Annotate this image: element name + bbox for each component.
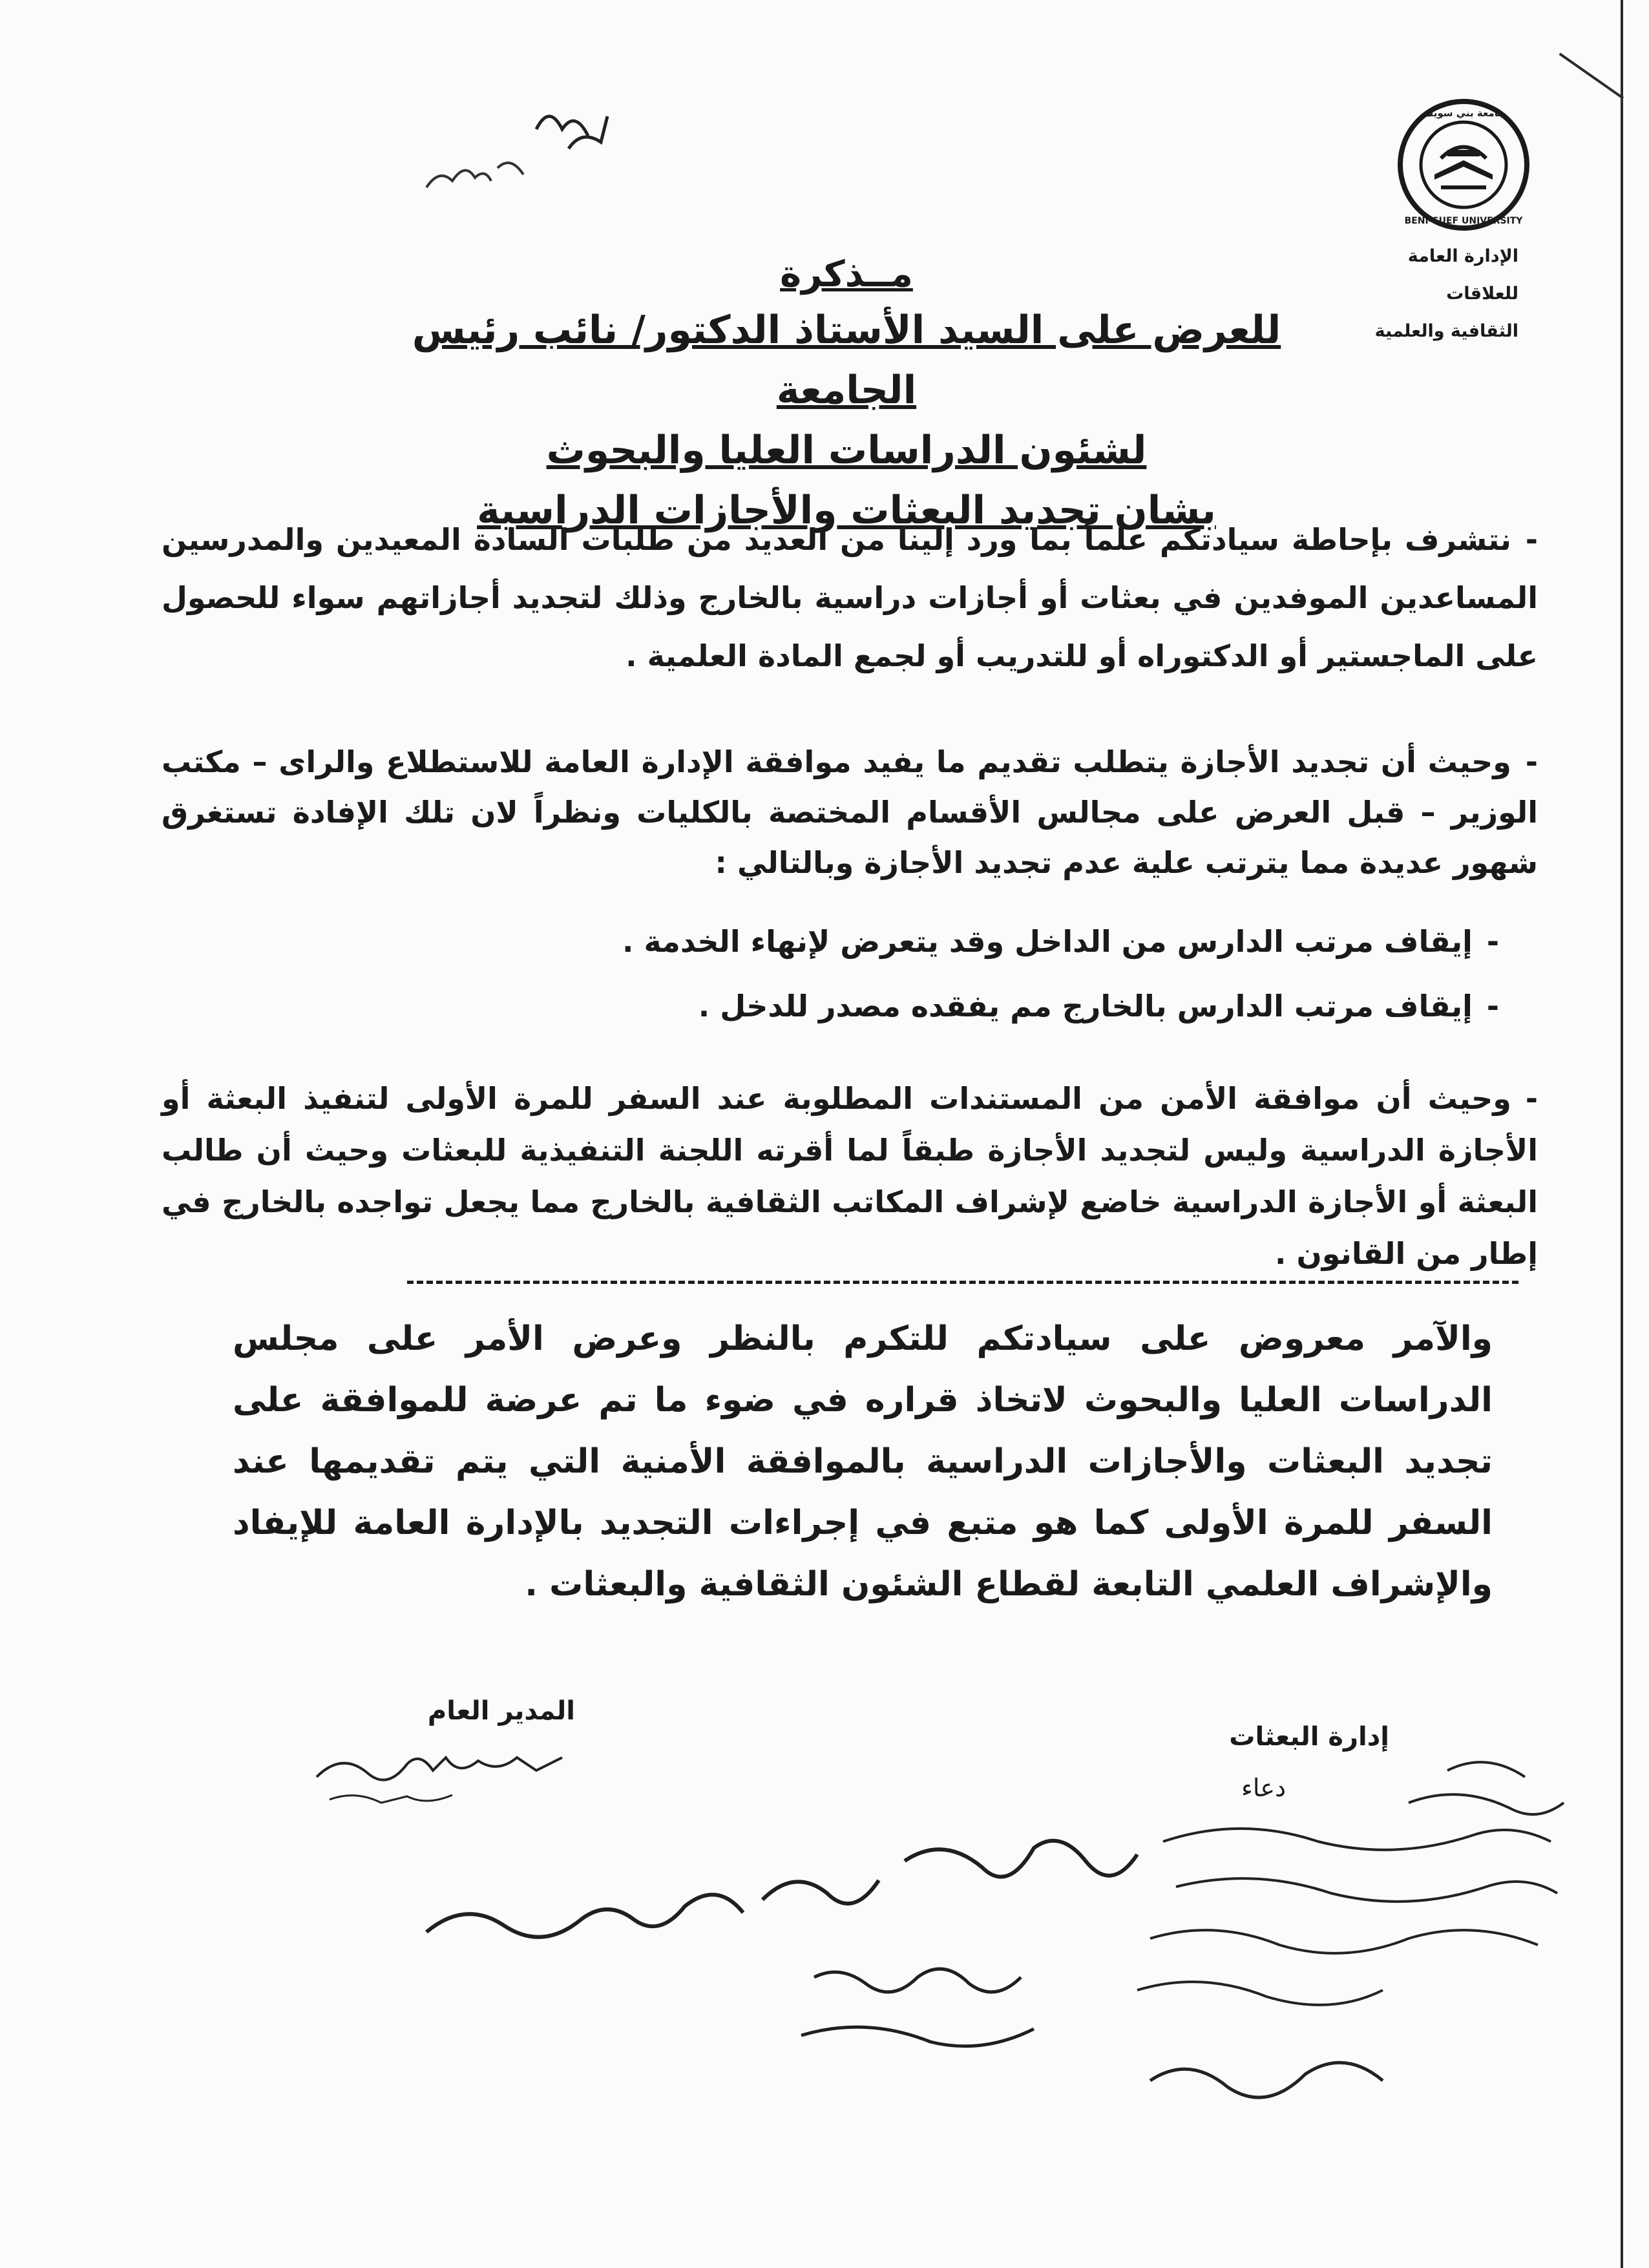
memo-subject: بشان تجديد البعثات والأجازات الدراسية xyxy=(477,488,1216,533)
paragraph-2 xyxy=(162,737,1538,888)
paragraph-2-text: وحيث أن تجديد الأجازة يتطلب تقديم ما يفيد موافقة الإدارة العامة للاستطلاع والراى – مكتب الوزير – قبل العرض على مجالس الأقسام المختصة بالكليات ونظراً لان تلك الإفادة تستغرق شهور عديدة مما يترتب علية عدم تجديد الأجازة وبالتالي : xyxy=(162,744,1538,880)
handwritten-decision-note xyxy=(1086,1745,1577,2145)
department-line-2: الثقافية والعلمية xyxy=(1374,321,1518,341)
missions-department-signatory: دعاء xyxy=(1241,1774,1286,1802)
paragraph-3-text: وحيث أن موافقة الأمن من المستندات المطلوبة عند السفر للمرة الأولى لتنفيذ البعثة أو الأجازة الدراسية وليس لتجديد الأجازة طبقاً لما أقرته اللجنة التنفيذية للبعثات وحيث أن طالب البعثة أو الأجازة الدراسية خاضع لإشراف المكاتب الثقافية بالخارج مما يجعل تواجده بالخارج في إطار من القانون . xyxy=(162,1081,1538,1271)
memo-title-block xyxy=(388,249,1305,541)
memo-heading: مــذكرة xyxy=(780,253,913,295)
conclusion-paragraph: والآمر معروض على سيادتكم للتكرم بالنظر وعرض الأمر على مجلس الدراسات العليا والبحوث لاتخاذ قراره في ضوء ما تم عرضة للموافقة على تجديد البعثات والأجازات الدراسية بالموافقة الأمنية التي يتم تقديمها عند السفر للمرة الأولى كما هو متبع في إجراءات التجديد بالإدارة العامة للإيفاد والإشراف العلمي التابعة لقطاع الشئون الثقافية والبعثات . xyxy=(233,1319,1493,1604)
missions-department-title: إدارة البعثات xyxy=(1229,1722,1389,1752)
svg-text:جامعة بني سويف: جامعة بني سويف xyxy=(1422,107,1506,119)
dash-marker: - xyxy=(1525,744,1538,779)
dash-marker: - xyxy=(1525,1081,1538,1116)
dash-marker: - xyxy=(1525,522,1538,557)
handwritten-note-top xyxy=(414,90,627,207)
paragraph-1 xyxy=(162,510,1538,685)
bullet-list xyxy=(162,912,1538,1035)
dash-marker: - xyxy=(1486,924,1499,959)
general-manager-signature xyxy=(304,1738,575,1822)
paragraph-1-text: نتشرف بإحاطة سيادتكم علماً بما ورد إلينا من العديد من طلبات السادة المعيدين والمدرسين المساعدين الموفدين في بعثات أو أجازات دراسية بالخارج وذلك لتجديد أجازاتهم سواء للحصول على الماجستير أو الدكتوراه أو للتدريب أو لجمع المادة العلمية . xyxy=(162,522,1538,673)
university-logo xyxy=(1396,97,1531,233)
memo-recipient-office: لشئون الدراسات العليا والبحوث xyxy=(546,428,1147,473)
svg-text:BENI-SUEF UNIVERSITY: BENI-SUEF UNIVERSITY xyxy=(1404,216,1523,226)
department-header xyxy=(1344,238,1518,350)
general-manager-title: المدير العام xyxy=(427,1696,575,1726)
dashed-divider xyxy=(407,1281,1518,1284)
department-line-1: الإدارة العامة للعلاقات xyxy=(1407,246,1518,304)
dash-marker: - xyxy=(1486,989,1499,1024)
paragraph-3 xyxy=(162,1073,1538,1279)
bullet-2-text: إيقاف مرتب الدارس بالخارج مم يفقده مصدر للدخل . xyxy=(698,989,1473,1024)
folded-corner xyxy=(1559,53,1624,100)
memo-recipient: للعرض على السيد الأستاذ الدكتور/ نائب رئيس الجامعة xyxy=(412,308,1281,413)
bullet-1-text: إيقاف مرتب الدارس من الداخل وقد يتعرض لإنهاء الخدمة . xyxy=(622,924,1473,959)
page-border xyxy=(1621,0,1623,2268)
